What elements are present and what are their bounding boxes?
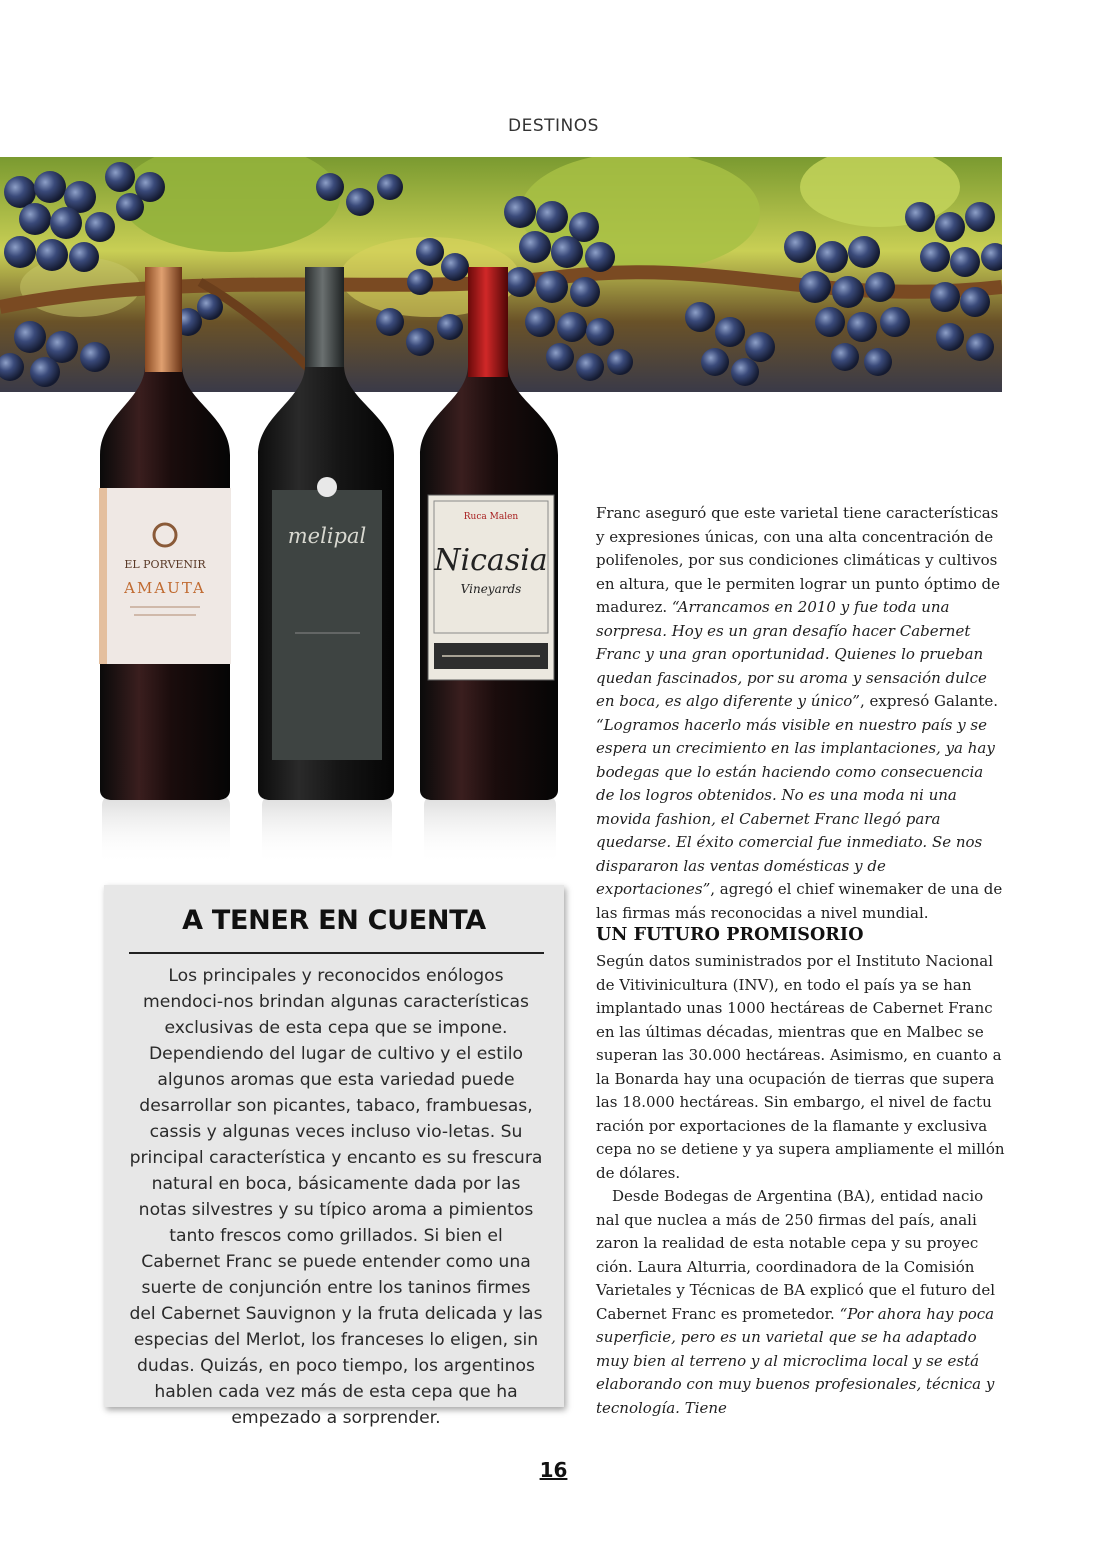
page-number: 16: [539, 1458, 568, 1482]
article-quote: “Por ahora hay poca superficie, pero es un varietal que se ha adaptado muy bien al terreno y al microclima local y se está elaborando con muy buenos profesionales, técnica y tecnología. Tiene: [596, 1304, 995, 1417]
sidebar-divider: [129, 952, 544, 954]
article-paragraph: [596, 1185, 1006, 1420]
article-text: Franc aseguró que este varietal tiene características y expresiones únicas, con una alta concentración de polifenoles, por sus condiciones climáticas y cultivos en altura, que le permiten lograr un punto óptimo de madurez.: [596, 504, 1001, 616]
sidebar-title: A TENER EN CUENTA: [182, 905, 486, 936]
bottle-label-brand: EL PORVENIR: [124, 558, 206, 571]
sidebar-body: Los principales y reconocidos enólogos mendoci-nos brindan algunas características exclusivas de esta cepa que se impone. Dependiendo del lugar de cultivo y el estilo algunos aromas que esta variedad puede desarrollar son picantes, tabaco, frambuesas, cassis y algunas veces incluso vio-letas. Su principal característica y encanto es su frescura natural en boca, básicamente dada por las notas silvestres y su típico aroma a pimientos tanto frescos como grillados. Si bien el Cabernet Franc se puede entender como una suerte de conjunción entre los taninos firmes del Cabernet Sauvignon y la fruta delicada y las especias del Merlot, los franceses lo eligen, sin dudas. Quizás, en poco tiempo, los argentinos hablen cada vez más de esta cepa que ha empezado a sorprender.: [129, 966, 543, 1428]
wine-bottles-illustration: [90, 255, 570, 875]
bottle-label-name: melipal: [287, 524, 367, 548]
bottle-label-name: Nicasia: [434, 543, 548, 578]
article-text: , agregó el chief winemaker de una de las firmas más reconocidas a nivel mundial.: [596, 880, 1003, 922]
section-label: DESTINOS: [508, 116, 599, 136]
article-text: Desde Bodegas de Argentina (BA), entidad nacio nal que nuclea a más de 250 firmas del país, anali zaron la realidad de esta notable cepa y su proyec ción. Laura Alturria, coordinadora de la Comisión Varietales y Técnicas de BA explicó que el futuro del Cabernet Franc es prometedor.: [596, 1187, 996, 1323]
article-quote: “Logramos hacerlo más visible en nuestro país y se espera un crecimiento en las implantaciones, ya hay bodegas que lo están haciendo como consecuencia de los logros obtenidos. No es una moda ni una movida fashion, el Cabernet Franc llegó para quedarse. El éxito comercial fue inmediato. Se nos dispararon las ventas domésticas y de exportaciones”: [596, 715, 995, 898]
article-paragraph: Según datos suministrados por el Instituto Nacional de Vitivinicultura (INV), en todo el país ya se han implantado unas 1000 hectáreas de Cabernet Franc en las últimas décadas, mientras que en Malbec se superan las 30.000 hectáreas. Asimismo, en cuanto a la Bonarda hay una ocupación de tierras que supera las 18.000 hectáreas. Sin embargo, el nivel de factu ración por exportaciones de la flamante y exclusiva cepa no se detiene y ya supera ampliamente el millón de dólares.: [596, 952, 1005, 1182]
article-column-bottom: [596, 950, 1006, 1420]
sidebar-box: [104, 885, 564, 1428]
bottle-label-top: Ruca Malen: [463, 512, 519, 522]
wine-bottles-image: [90, 255, 570, 875]
article-column-top: [596, 502, 1006, 925]
article-paragraph: [596, 502, 1006, 925]
article-subheading: UN FUTURO PROMISORIO: [596, 925, 864, 945]
article-text: , expresó Galante.: [859, 692, 999, 710]
bottle-label-name: AMAUTA: [124, 579, 206, 597]
article-quote: “Arrancamos en 2010 y fue toda una sorpresa. Hoy es un gran desafío hacer Cabernet Franc y una gran oportunidad. Quienes lo prueban quedan fascinados, por su aroma y sensación dulce en boca, es algo diferente y único”: [596, 598, 987, 710]
bottle-label-sub: Vineyards: [460, 582, 522, 596]
